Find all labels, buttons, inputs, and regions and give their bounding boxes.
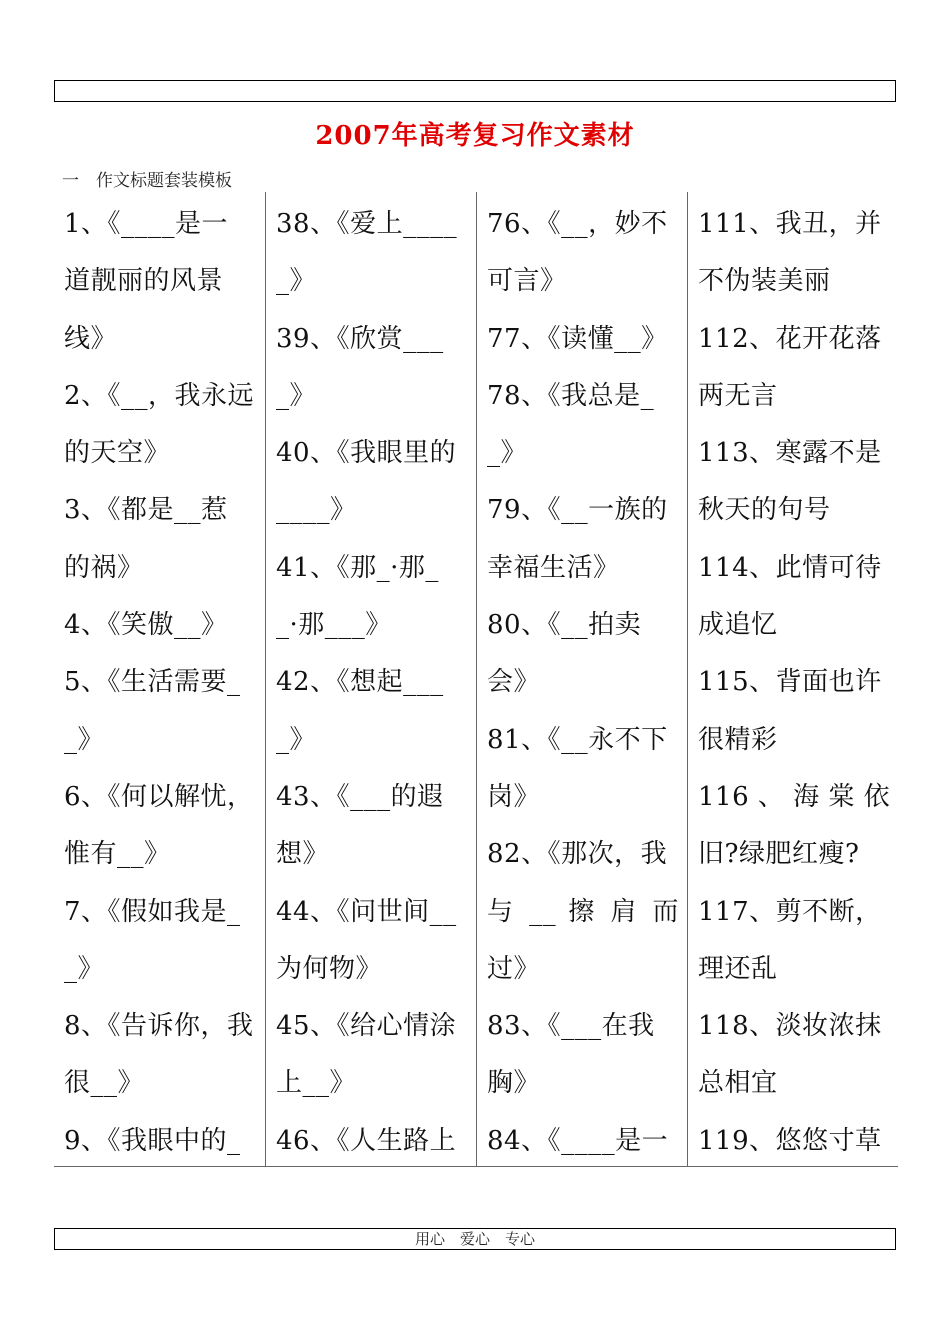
template-line: 会》 xyxy=(487,667,541,698)
template-line: 84、《____是一 xyxy=(487,1125,669,1156)
footer: 用心 爱心 专心 xyxy=(54,1228,896,1250)
template-line: 4、《笑傲__》 xyxy=(64,610,228,641)
template-line: 很精彩 xyxy=(698,724,778,755)
template-line: 119、悠悠寸草 xyxy=(698,1125,882,1156)
template-line: 可言》 xyxy=(487,266,567,297)
section-heading: 一 作文标题套装模板 xyxy=(62,171,232,191)
template-line: 116 、 海 棠 依 xyxy=(698,781,890,812)
template-line: 82、《那次，我 xyxy=(487,839,668,870)
template-line: 的天空》 xyxy=(64,438,171,469)
template-line: 道靓丽的风景 xyxy=(64,266,224,297)
template-line: 80、《__拍卖 xyxy=(487,610,642,641)
template-line: 想》 xyxy=(276,839,330,870)
title-template-columns xyxy=(54,192,898,1167)
template-line: 9、《我眼中的_ xyxy=(64,1125,241,1156)
template-line: _》 xyxy=(276,380,317,411)
template-line: 幸福生活》 xyxy=(487,552,620,583)
template-line: 42、《想起___ xyxy=(276,667,444,698)
template-line: _》 xyxy=(64,724,105,755)
column-2 xyxy=(265,192,476,1166)
template-line: ____》 xyxy=(276,495,357,526)
template-line: 秋天的句号 xyxy=(698,495,831,526)
template-line: 8、《告诉你，我 xyxy=(64,1011,254,1042)
template-line: 39、《欣赏___ xyxy=(276,323,444,354)
template-line: 理还乱 xyxy=(698,953,778,984)
column-1 xyxy=(54,192,265,1166)
template-line: 5、《生活需要_ xyxy=(64,667,241,698)
template-line: 与 __ 擦 肩 而 xyxy=(487,896,679,927)
template-line: 77、《读懂__》 xyxy=(487,323,668,354)
template-line: 115、背面也许 xyxy=(698,667,882,698)
template-line: 41、《那_·那_ xyxy=(276,552,439,583)
template-line: 两无言 xyxy=(698,380,778,411)
template-line: 83、《___在我 xyxy=(487,1011,655,1042)
template-line: 81、《__永不下 xyxy=(487,724,668,755)
template-line: 成追忆 xyxy=(698,610,778,641)
template-line: _》 xyxy=(276,266,317,297)
template-line: 40、《我眼里的 xyxy=(276,438,457,469)
template-line: 线》 xyxy=(64,323,118,354)
template-line: 7、《假如我是_ xyxy=(64,896,241,927)
template-line: 44、《问世间__ xyxy=(276,896,457,927)
template-line: 很__》 xyxy=(64,1068,145,1099)
template-line: 46、《人生路上 xyxy=(276,1125,457,1156)
template-line: 38、《爱上____ xyxy=(276,209,458,239)
template-line: 3、《都是__惹 xyxy=(64,495,228,526)
template-line: _》 xyxy=(276,724,317,755)
template-line: 的祸》 xyxy=(64,552,144,583)
template-line: 76、《__，妙不 xyxy=(487,209,668,239)
column-4 xyxy=(687,192,898,1166)
template-line: 岗》 xyxy=(487,781,541,812)
template-line: 111、我丑，并 xyxy=(698,209,882,239)
template-line: 118、淡妆浓抹 xyxy=(698,1011,882,1042)
template-line: 1、《____是一 xyxy=(64,209,229,239)
template-line: 45、《给心情涂 xyxy=(276,1011,457,1042)
template-line: 总相宜 xyxy=(698,1068,778,1099)
header-rule-box xyxy=(54,80,896,102)
template-line: _·那___》 xyxy=(276,610,392,641)
template-line: 6、《何以解忧， xyxy=(64,781,254,812)
template-line: 2、《__，我永远 xyxy=(64,380,255,411)
template-line: 113、寒露不是 xyxy=(698,438,882,469)
template-line: 43、《___的遐 xyxy=(276,781,444,812)
template-line: _》 xyxy=(487,438,528,469)
template-line: _》 xyxy=(64,953,105,984)
template-line: 117、剪不断， xyxy=(698,896,882,927)
template-line: 胸》 xyxy=(487,1068,541,1099)
template-line: 79、《__一族的 xyxy=(487,495,668,526)
template-line: 不伪装美丽 xyxy=(698,266,831,297)
template-line: 惟有__》 xyxy=(64,839,171,870)
template-line: 为何物》 xyxy=(276,953,383,984)
template-line: 114、此情可待 xyxy=(698,552,882,583)
template-line: 过》 xyxy=(487,953,541,984)
template-line: 旧?绿肥红瘦? xyxy=(698,839,860,870)
document-title: 2007年高考复习作文素材 xyxy=(315,121,635,151)
template-line: 112、花开花落 xyxy=(698,323,882,354)
template-line: 78、《我总是_ xyxy=(487,380,655,411)
column-3 xyxy=(476,192,687,1166)
template-line: 上__》 xyxy=(276,1068,357,1099)
